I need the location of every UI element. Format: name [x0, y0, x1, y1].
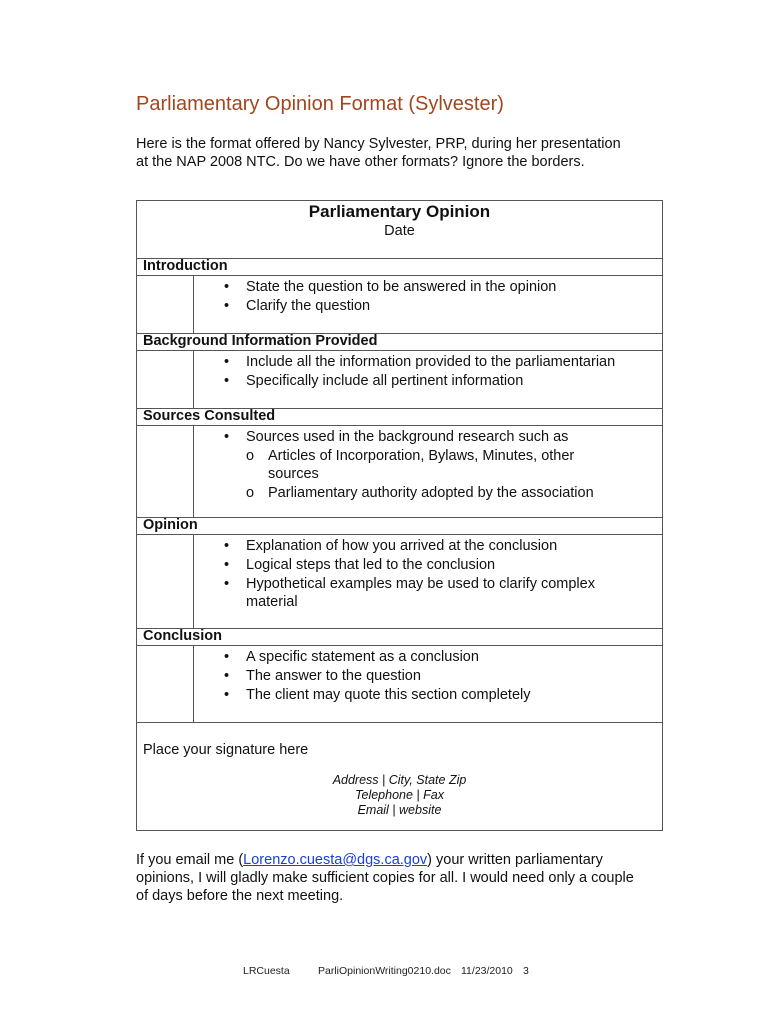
section-label: Opinion [137, 517, 662, 535]
bullet-item: • Specifically include all pertinent information [224, 373, 524, 389]
intro-line-2: at the NAP 2008 NTC. Do we have other formats? Ignore the borders. [136, 154, 585, 170]
email-line: Email | website [357, 803, 442, 817]
section-introduction [137, 258, 662, 334]
section-background [137, 333, 662, 409]
bullet-icon: • [224, 279, 230, 295]
section-body [193, 426, 662, 517]
phone-line: Telephone | Fax [355, 788, 444, 802]
bullet-item: • Sources used in the background research such as [224, 429, 569, 445]
address-block [137, 773, 662, 818]
sub-bullet-item: o Parliamentary authority adopted by the association [246, 485, 594, 501]
bullet-item: • A specific statement as a conclusion [224, 649, 479, 665]
section-conclusion [137, 628, 662, 723]
signature-label: Place your signature here [143, 742, 309, 758]
footer-filename: ParliOpinionWriting0210.doc [318, 965, 451, 977]
section-body [193, 351, 662, 408]
address-line: Address | City, State Zip [332, 773, 467, 787]
bullet-icon: • [224, 429, 230, 445]
opinion-template-table [136, 200, 663, 831]
section-label: Sources Consulted [137, 408, 662, 426]
sub-bullet-icon: o [246, 448, 255, 464]
section-label: Conclusion [137, 628, 662, 646]
document-title: Parliamentary Opinion Format (Sylvester) [136, 93, 504, 115]
bullet-item: • Logical steps that led to the conclusion [224, 557, 496, 573]
closing-paragraph: If you email me (Lorenzo.cuesta@dgs.ca.gov) your written parliamentary opinions, I will gladly make sufficient copies for all. I would need only a couple of days before the next meeting. [136, 852, 634, 904]
bullet-icon: • [224, 649, 230, 665]
bullet-icon: • [224, 354, 230, 370]
intro-line-1: Here is the format offered by Nancy Sylvester, PRP, during her presentation [136, 136, 621, 152]
bullet-icon: • [224, 557, 230, 573]
bullet-icon: • [224, 687, 230, 703]
intro-paragraph [136, 135, 696, 171]
footer-page-number: 3 [523, 965, 529, 977]
bullet-item: • Include all the information provided to the parliamentarian [224, 354, 616, 370]
signature-block [137, 722, 662, 832]
bullet-item: • Clarify the question [224, 298, 371, 314]
section-body [193, 276, 662, 333]
section-sources [137, 408, 662, 518]
bullet-icon: • [224, 576, 230, 592]
template-header [137, 201, 662, 259]
bullet-icon: • [224, 538, 230, 554]
email-link[interactable]: Lorenzo.cuesta@dgs.ca.gov [243, 852, 428, 868]
section-body [193, 646, 662, 722]
template-date-label: Date [384, 223, 415, 239]
bullet-item: • Hypothetical examples may be used to clarify complex material [224, 576, 595, 610]
template-heading: Parliamentary Opinion [308, 202, 491, 221]
section-label: Introduction [137, 258, 662, 276]
sub-bullet-icon: o [246, 485, 255, 501]
bullet-item: • Explanation of how you arrived at the conclusion [224, 538, 558, 554]
bullet-item: • State the question to be answered in the opinion [224, 279, 557, 295]
bullet-item: • The client may quote this section completely [224, 687, 531, 703]
sub-bullet-item: o Articles of Incorporation, Bylaws, Minutes, other sources [246, 448, 575, 482]
section-opinion [137, 517, 662, 629]
bullet-item: • The answer to the question [224, 668, 421, 684]
section-label: Background Information Provided [137, 333, 662, 351]
footer-author: LRCuesta [243, 965, 290, 977]
footer-date: 11/23/2010 [461, 965, 513, 977]
section-body [193, 535, 662, 628]
bullet-icon: • [224, 373, 230, 389]
bullet-icon: • [224, 668, 230, 684]
bullet-icon: • [224, 298, 230, 314]
